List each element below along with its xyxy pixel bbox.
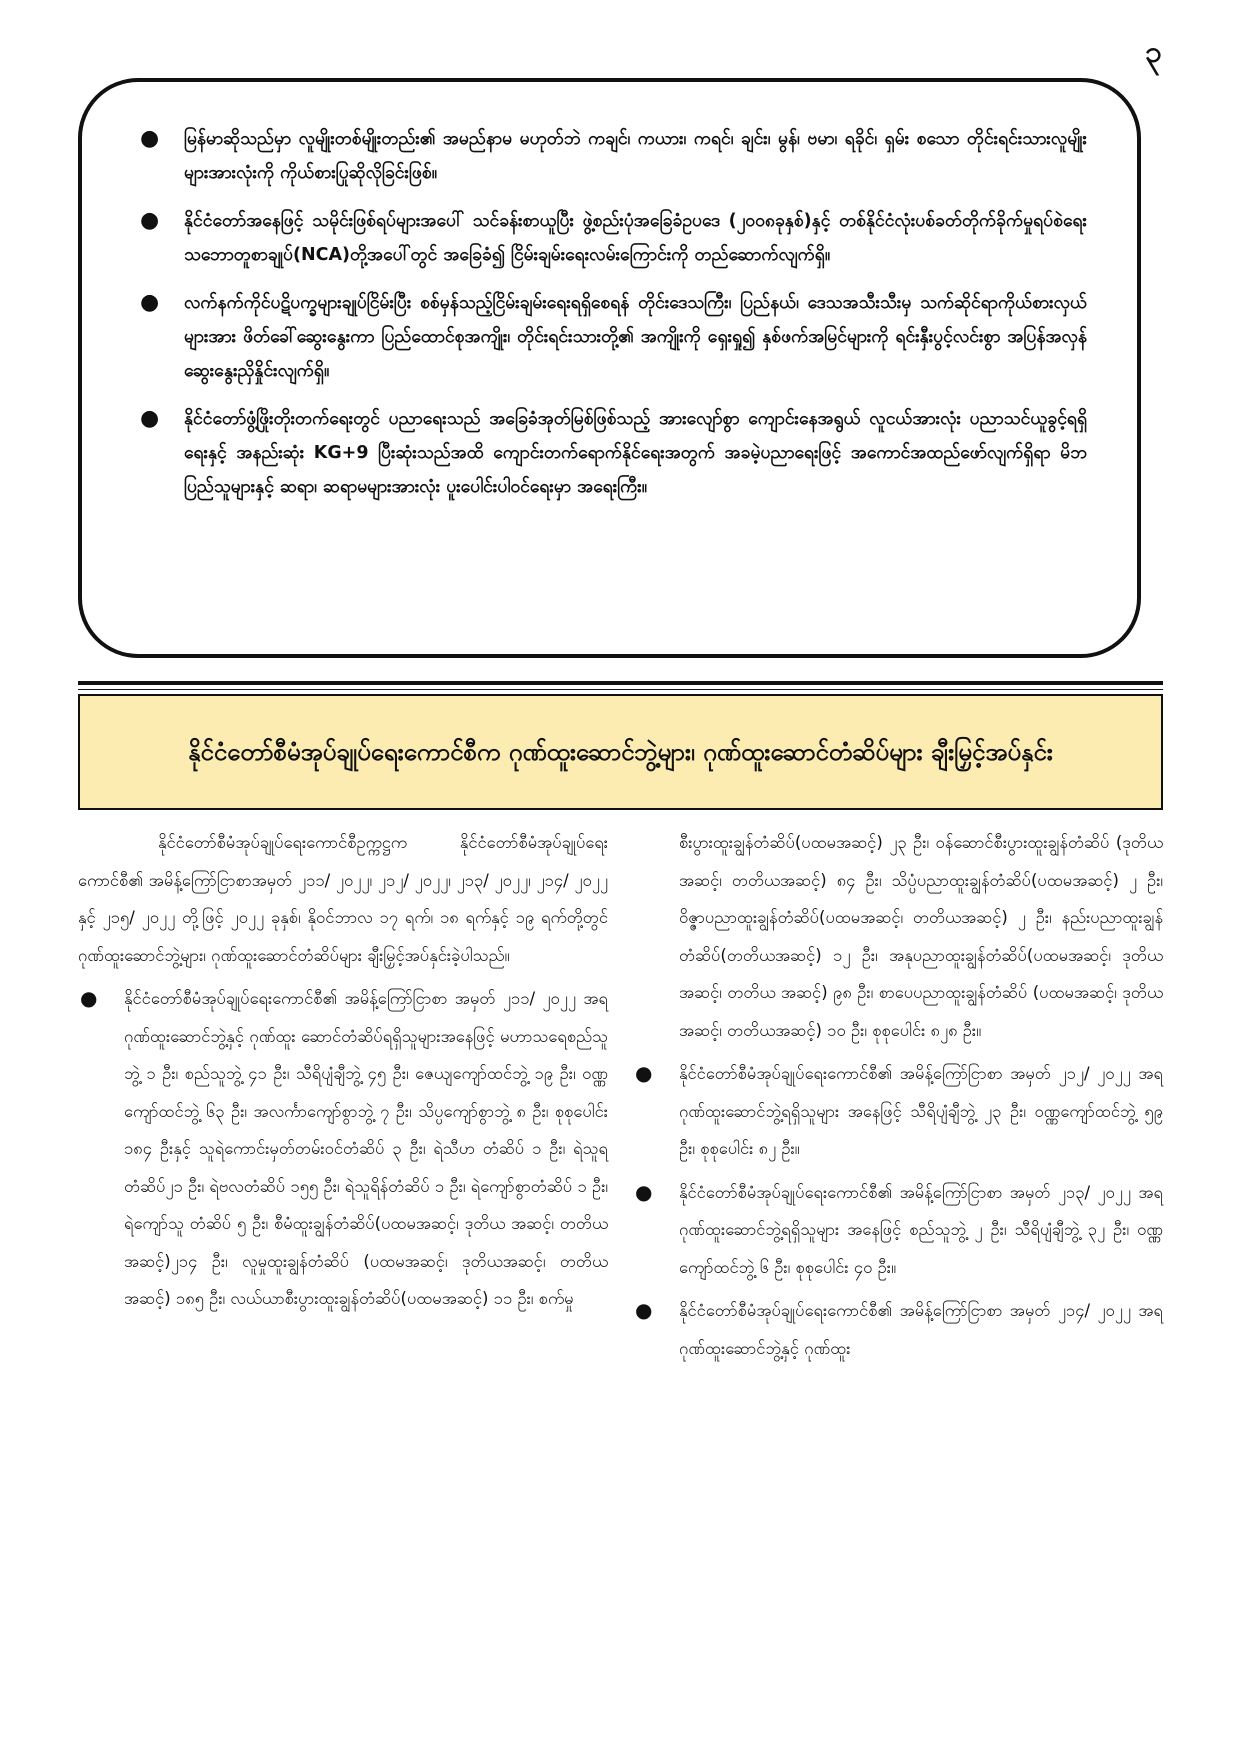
list-item — [633, 1292, 1163, 1367]
list-item — [633, 1055, 1163, 1168]
summary-item — [132, 402, 1087, 504]
summary-item — [132, 286, 1087, 388]
list-item — [633, 1174, 1163, 1287]
left-list — [78, 980, 608, 1318]
article-headline: နိုင်ငံတော်စီမံအုပ်ချုပ်ရေးကောင်စီက ဂုဏ်ထူးဆောင်ဘွဲ့များ၊ ဂုဏ်ထူးဆောင်တံဆိပ်များ ချီးမြှင့်အပ်နှင်း — [78, 694, 1163, 810]
list-item — [78, 980, 608, 1318]
bullet-icon: ● — [140, 290, 160, 315]
page-number: ၃ — [1145, 35, 1162, 70]
bullet-icon: ● — [140, 208, 160, 233]
summary-list — [132, 122, 1087, 504]
bullet-icon: ● — [635, 1179, 653, 1204]
divider-thick — [78, 681, 1163, 685]
list-item-text: နိုင်ငံတော်စီမံအုပ်ချုပ်ရေးကောင်စီ၏ အမိန့်ကြော်ငြာစာ အမှတ် ၂၁၄/ ၂၀၂၂ အရ ဂုဏ်ထူးဆောင်ဘွဲ့နှင့် ဂုဏ်ထူး — [679, 1301, 1163, 1358]
list-item-text: နိုင်ငံတော်စီမံအုပ်ချုပ်ရေးကောင်စီ၏ အမိန့်ကြော်ငြာစာ အမှတ် ၂၁၃/ ၂၀၂၂ အရ ဂုဏ်ထူးဆောင်ဘွဲ့ရရှိသူများ အနေဖြင့် စည်သူဘွဲ့ ၂ ဦး၊ သီရိပျံချီဘွဲ့ ၃၂ ဦး၊ ဝဏ္ဏ ကျော်ထင်ဘွဲ့ ၆ ဦး၊ စုစုပေါင်း ၄၀ ဦး။ — [679, 1182, 1163, 1277]
bullet-icon: ● — [635, 1061, 653, 1085]
bullet-icon: ● — [80, 986, 98, 1010]
summary-text: လက်နက်ကိုင်ပဋိပက္ခများချုပ်ငြိမ်းပြီး စစ်မှန်သည့်ငြိမ်းချမ်းရေးရရှိစေရန် တိုင်းဒေသကြီး၊ ပြည်နယ်၊ ဒေသအသီးသီးမှ သက်ဆိုင်ရာကိုယ်စားလှယ်များအား ဖိတ်ခေါ်ဆွေးနွေးကာ ပြည်ထောင်စုအကျိုး၊ တိုင်းရင်းသားတို့၏ အကျိုးကို ရှေးရှု၍ နှစ်ဖက်အမြင်များကို ရင်းနှီးပွင့်လင်းစွာ အပြန်အလှန် ဆွေးနွေးညှိနှိုင်းလျက်ရှိ။ — [184, 293, 1087, 381]
summary-item — [132, 204, 1087, 272]
list-item-text: နိုင်ငံတော်စီမံအုပ်ချုပ်ရေးကောင်စီ၏ အမိန့်ကြော်ငြာစာ အမှတ် ၂၁၂/ ၂၀၂၂ အရ ဂုဏ်ထူးဆောင်ဘွဲ့ရရှိသူများ အနေဖြင့် သီရိပျံချီဘွဲ့ ၂၃ ဦး၊ ဝဏ္ဏကျော်ထင်ဘွဲ့ ၅၉ ဦး၊ စုစုပေါင်း ၈၂ ဦး။ — [679, 1064, 1163, 1158]
summary-box — [78, 78, 1141, 658]
left-column — [78, 824, 608, 1714]
summary-text: မြန်မာဆိုသည်မှာ လူမျိုးတစ်မျိုးတည်း၏ အမည်နာမ မဟုတ်ဘဲ ကချင်၊ ကယား၊ ကရင်၊ ချင်း၊ မွန်၊ ဗမာ၊ ရခိုင်၊ ရှမ်း စသော တိုင်းရင်းသားလူမျိုးများအားလုံးကို ကိုယ်စားပြုဆိုလိုခြင်းဖြစ်။ — [184, 129, 1087, 183]
list-item-text: နိုင်ငံတော်စီမံအုပ်ချုပ်ရေးကောင်စီ၏ အမိန့်ကြော်ငြာစာ အမှတ် ၂၁၁/ ၂၀၂၂ အရ ဂုဏ်ထူးဆောင်ဘွဲ့နှင့် ဂုဏ်ထူး ဆောင်တံဆိပ်ရရှိသူများအနေဖြင့် မဟာသရေစည်သူဘွဲ့ ၁ ဦး၊ စည်သူဘွဲ့ ၄၁ ဦး၊ သီရိပျံချီဘွဲ့ ၄၅ ဦး၊ ဇေယျကျော်ထင်ဘွဲ့ ၁၉ ဦး၊ ဝဏ္ဏကျော်ထင်ဘွဲ့ ၆၃ ဦး၊ အလင်္ကာကျော်စွာဘွဲ့ ၇ ဦး၊ သိပ္ပကျော်စွာဘွဲ့ ၈ ဦး၊ စုစုပေါင်း ၁၈၄ ဦးနှင့် သူရဲကောင်းမှတ်တမ်းဝင်တံဆိပ် ၃ ဦး၊ ရဲသီဟ တံဆိပ် ၁ ဦး၊ ရဲသူရတံဆိပ်၂၁ ဦး၊ ရဲဗလတံဆိပ် ၁၅၅ ဦး၊ ရဲသူရိန်တံဆိပ် ၁ ဦး၊ ရဲကျော်စွာတံဆိပ် ၁ ဦး၊ ရဲကျော်သူ တံဆိပ် ၅ ဦး၊ စီမံထူးချွန်တံဆိပ်(ပထမအဆင့်၊ ဒုတိယ အဆင့်၊ တတိယအဆင့်)၂၁၄ ဦး၊ လူမှုထူးချွန်တံဆိပ် (ပထမအဆင့်၊ ဒုတိယအဆင့်၊ တတိယအဆင့်) ၁၈၅ ဦး၊ လယ်ယာစီးပွားထူးချွန်တံဆိပ်(ပထမအဆင့်) ၁၁ ဦး၊ စက်မှု — [124, 989, 608, 1308]
list-item-continuation — [633, 824, 1163, 1049]
right-column — [633, 824, 1163, 1714]
bullet-icon: ● — [140, 406, 160, 431]
summary-text: နိုင်ငံတော်ဖွံ့ဖြိုးတိုးတက်ရေးတွင် ပညာရေးသည် အခြေခံအုတ်မြစ်ဖြစ်သည့် အားလျော်စွာ ကျောင်းနေအရွယ် လူငယ်အားလုံး ပညာသင်ယူခွင့်ရရှိရေးနှင့် အနည်းဆုံး KG+9 ပြီးဆုံးသည်အထိ ကျောင်းတက်ရောက်နိုင်ရေးအတွက် အခမဲ့ပညာရေးဖြင့် အကောင်အထည်ဖော်လျက်ရှိရာ မိဘပြည်သူများနှင့် ဆရာ၊ ဆရာမများအားလုံး ပူးပေါင်းပါဝင်ရေးမှာ အရေးကြီး။ — [184, 409, 1087, 497]
intro-paragraph: နိုင်ငံတော်စီမံအုပ်ချုပ်ရေးကောင်စီဥက္ကဋ္ဌက နိုင်ငံတော်စီမံအုပ်ချုပ်ရေးကောင်စီ၏ အမိန့်ကြော်ငြာစာအမှတ် ၂၁၁/ ၂၀၂၂၊ ၂၁၂/ ၂၀၂၂၊ ၂၁၃/ ၂၀၂၂၊ ၂၁၄/ ၂၀၂၂ နှင့် ၂၁၅/ ၂၀၂၂ တို့ဖြင့် ၂၀၂၂ ခုနှစ်၊ နိုဝင်ဘာလ ၁၇ ရက်၊ ၁၈ ရက်နှင့် ၁၉ ရက်တို့တွင် ဂုဏ်ထူးဆောင်ဘွဲ့များ၊ ဂုဏ်ထူးဆောင်တံဆိပ်များ ချီးမြှင့်အပ်နှင်းခဲ့ပါသည်။ — [78, 833, 608, 965]
bullet-icon: ● — [140, 126, 160, 151]
divider-thin — [78, 689, 1163, 690]
summary-item — [132, 122, 1087, 190]
article-body — [78, 824, 1163, 1714]
summary-text: နိုင်ငံတော်အနေဖြင့် သမိုင်းဖြစ်ရပ်များအပေါ် သင်ခန်းစာယူပြီး ဖွဲ့စည်းပုံအခြေခံဥပဒေ (၂၀၀၈ခုနှစ်)နှင့် တစ်နိုင်ငံလုံးပစ်ခတ်တိုက်ခိုက်မှုရပ်စဲရေးသဘောတူစာချုပ်(NCA)တို့အပေါ်တွင် အခြေခံ၍ ငြိမ်းချမ်းရေးလမ်းကြောင်းကို တည်ဆောက်လျက်ရှိ။ — [184, 211, 1087, 265]
list-item-text: စီးပွားထူးချွန်တံဆိပ်(ပထမအဆင့်) ၂၃ ဦး၊ ဝန်ဆောင်စီးပွားထူးချွန်တံဆိပ် (ဒုတိယအဆင့်၊ တတိယအဆင့်) ၈၄ ဦး၊ သိပ္ပံပညာထူးချွန်တံဆိပ်(ပထမအဆင့်) ၂ ဦး၊ ဝိဇ္ဇာပညာထူးချွန်တံဆိပ်(ပထမအဆင့်၊ တတိယအဆင့်) ၂ ဦး၊ နည်းပညာထူးချွန်တံဆိပ်(တတိယအဆင့်) ၁၂ ဦး၊ အနုပညာထူးချွန်တံဆိပ်(ပထမအဆင့်၊ ဒုတိယအဆင့်၊ တတိယ အဆင့်) ၉၈ ဦး၊ စာပေပညာထူးချွန်တံဆိပ် (ပထမအဆင့်၊ ဒုတိယအဆင့်၊ တတိယအဆင့်) ၁၀ ဦး၊ စုစုပေါင်း ၈၂၈ ဦး။ — [679, 833, 1163, 1040]
bullet-icon: ● — [635, 1298, 653, 1322]
right-list — [633, 824, 1163, 1367]
